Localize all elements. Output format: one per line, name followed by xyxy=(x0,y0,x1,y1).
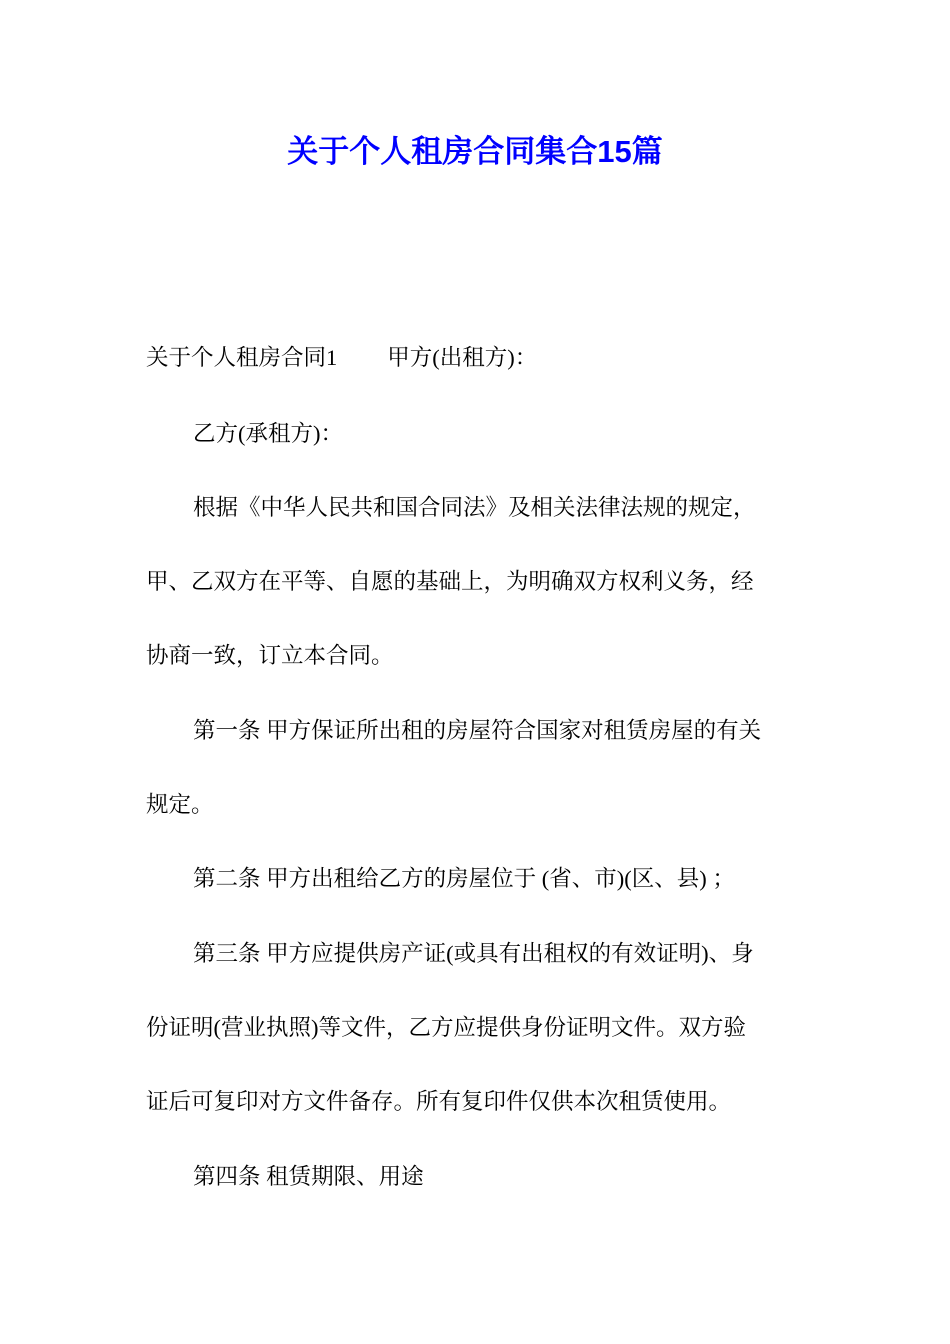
paragraph-line: 协商一致，订立本合同。 xyxy=(146,643,394,668)
article-1-line: 第一条 甲方保证所出租的房屋符合国家对租赁房屋的有关 xyxy=(193,718,762,743)
article-2-line: 第二条 甲方出租给乙方的房屋位于 (省、市)(区、县) ； xyxy=(193,866,735,891)
article-3-line: 第三条 甲方应提供房产证(或具有出租权的有效证明)、身 xyxy=(193,941,754,966)
paragraph-line: 甲、乙双方在平等、自愿的基础上，为明确双方权利义务，经 xyxy=(146,569,754,594)
party-a-label: 甲方(出租方)： xyxy=(387,345,538,370)
paragraph-line: 份证明(营业执照)等文件，乙方应提供身份证明文件。双方验 xyxy=(146,1015,746,1040)
paragraph-line: 证后可复印对方文件备存。所有复印件仅供本次租赁使用。 xyxy=(146,1089,732,1114)
paragraph-line: 规定。 xyxy=(146,792,214,817)
contract-heading: 关于个人租房合同1 xyxy=(146,345,338,370)
party-b-label: 乙方(承租方)： xyxy=(193,421,343,446)
paragraph-line xyxy=(146,343,826,373)
article-4-line: 第四条 租赁期限、用途 xyxy=(193,1164,424,1189)
document-title: 关于个人租房合同集合15篇 xyxy=(287,134,663,169)
paragraph-line: 根据《中华人民共和国合同法》及相关法律法规的规定， xyxy=(193,495,756,520)
